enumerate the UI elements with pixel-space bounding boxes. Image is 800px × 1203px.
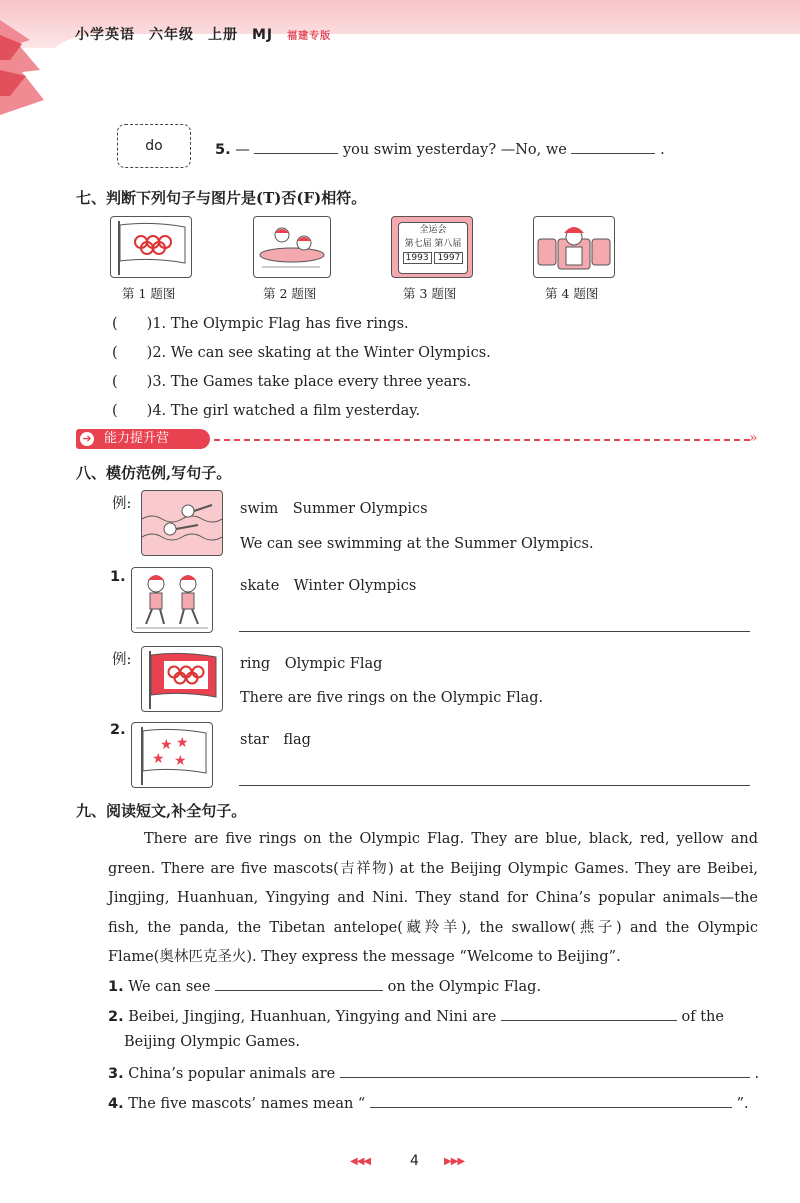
reading-q2-cont: Beijing Olympic Games. xyxy=(124,1034,300,1050)
picture-swimming xyxy=(141,490,223,556)
q2-words: star flag xyxy=(240,732,311,748)
picture-girl-cinema xyxy=(533,216,615,278)
caption-2: 第 2 题图 xyxy=(263,286,317,301)
chevron-right-icon: » xyxy=(749,430,758,446)
example-label: 例: xyxy=(112,652,132,668)
page-number: 4 xyxy=(410,1153,419,1169)
judge-item-4: ( )4. The girl watched a film yesterday. xyxy=(112,403,421,419)
olympic-flag-icon xyxy=(111,217,191,277)
rowing-icon xyxy=(254,217,330,277)
section-9-title: 九、阅读短文,补全句子。 xyxy=(76,802,247,820)
section-7-title: 七、判断下列句子与图片是(T)否(F)相符。 xyxy=(76,189,367,207)
picture-national-games xyxy=(391,216,473,278)
answer-paren[interactable]: ( ) xyxy=(112,374,153,390)
answer-line[interactable] xyxy=(239,785,750,786)
games-badge: 全运会 第七届 第八届 1993 1997 xyxy=(398,222,468,274)
arrow-icon: ➔ xyxy=(80,432,94,446)
answer-blank[interactable] xyxy=(215,976,383,991)
example2-sentence: There are five rings on the Olympic Flag. xyxy=(240,690,544,706)
skating-icon xyxy=(132,568,212,632)
answer-blank[interactable] xyxy=(571,139,655,154)
picture-rowing xyxy=(253,216,331,278)
example2-words: ring Olympic Flag xyxy=(240,656,383,672)
answer-line[interactable] xyxy=(239,631,750,632)
picture-skating xyxy=(131,567,213,633)
judge-item-2: ( )2. We can see skating at the Winter Olympics. xyxy=(112,345,491,361)
svg-text:★: ★ xyxy=(174,753,187,769)
header-title: 小学英语 六年级 上册 MJ 福建专版 xyxy=(75,27,332,43)
reading-q4: 4. The five mascots’ names mean “ ”. xyxy=(108,1093,749,1112)
picture-star-flag xyxy=(131,722,213,788)
answer-blank[interactable] xyxy=(370,1093,732,1108)
caption-4: 第 4 题图 xyxy=(545,286,599,301)
olympic-flag-icon xyxy=(142,647,222,711)
reading-passage: There are five rings on the Olympic Flag. They are blue, black, red, yellow and green. There are five mascots(吉祥物) at the Beijing Olympic Games. They are Beibei, Jingjing, Huanhuan, Yingying and Nini. They stand for China’s popular animals—the fish, the panda, the Tibetan antelope(藏羚羊), the swallow(燕子) and the Olympic Flame(奥林匹克圣火). They express the message “Welcome to Beijing”. xyxy=(108,831,758,965)
next-arrows-icon: ▶▶▶ xyxy=(444,1156,465,1167)
q1-words: skate Winter Olympics xyxy=(240,578,417,594)
star-flag-icon xyxy=(132,723,212,787)
picture-olympic-flag xyxy=(110,216,192,278)
caption-1: 第 1 题图 xyxy=(122,286,176,301)
reading-q2: 2. Beibei, Jingjing, Huanhuan, Yingying and Nini are of the xyxy=(108,1006,724,1025)
caption-3: 第 3 题图 xyxy=(403,286,457,301)
q1-number: 1. xyxy=(110,569,126,585)
ability-banner: 能力提升营 xyxy=(76,429,210,449)
answer-paren[interactable]: ( ) xyxy=(112,403,153,419)
banner-rule xyxy=(214,439,750,441)
reading-q3: 3. China’s popular animals are . xyxy=(108,1063,759,1082)
word-box: do xyxy=(117,124,191,168)
cinema-seats-icon xyxy=(534,217,614,277)
swimming-icon xyxy=(142,491,222,555)
answer-paren[interactable]: ( ) xyxy=(112,345,153,361)
reading-q1: 1. We can see on the Olympic Flag. xyxy=(108,976,541,995)
answer-blank[interactable] xyxy=(254,139,338,154)
svg-text:★: ★ xyxy=(176,735,189,751)
example1-sentence: We can see swimming at the Summer Olympics. xyxy=(240,536,594,552)
picture-olympic-flag-2 xyxy=(141,646,223,712)
judge-item-1: ( )1. The Olympic Flag has five rings. xyxy=(112,316,409,332)
prev-arrows-icon: ◀◀◀ xyxy=(350,1156,371,1167)
answer-blank[interactable] xyxy=(501,1006,677,1021)
example-label: 例: xyxy=(112,496,132,512)
answer-paren[interactable]: ( ) xyxy=(112,316,153,332)
question-5: 5. — you swim yesterday? —No, we . xyxy=(215,139,665,158)
q2-number: 2. xyxy=(110,722,126,738)
section-8-title: 八、模仿范例,写句子。 xyxy=(76,464,232,482)
answer-blank[interactable] xyxy=(340,1063,750,1078)
judge-item-3: ( )3. The Games take place every three years. xyxy=(112,374,472,390)
pagoda-decoration xyxy=(0,0,48,120)
svg-text:★: ★ xyxy=(160,737,173,753)
svg-text:★: ★ xyxy=(152,751,165,767)
example1-words: swim Summer Olympics xyxy=(240,501,428,517)
